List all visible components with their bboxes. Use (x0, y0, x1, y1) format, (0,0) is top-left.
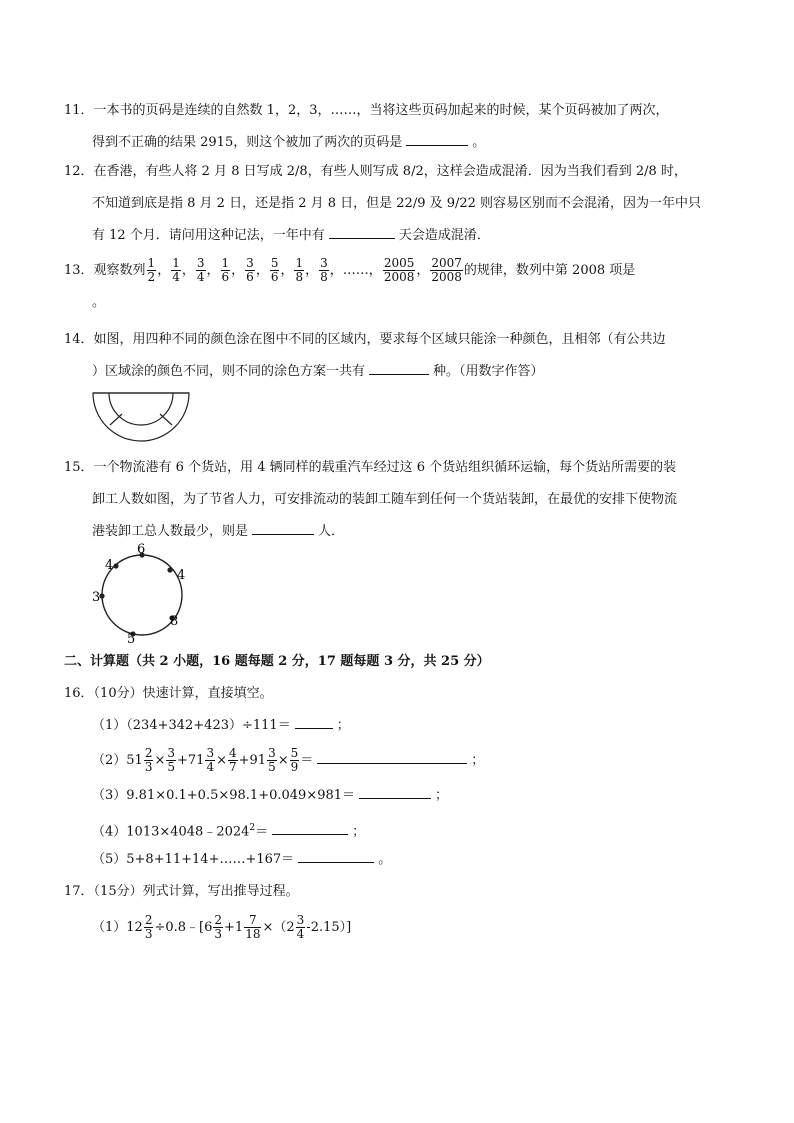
frac-den: 8 (320, 270, 328, 284)
q13-end: 。 (92, 295, 106, 310)
q13-seq-frac (245, 257, 255, 284)
frac-den: 2008 (431, 270, 462, 284)
q11-line-1: 11．一本书的页码是连续的自然数 1，2，3，……，当将这些页码加起来的时候，某个页码被加了两次， (64, 103, 669, 118)
q13-seq-comma: ， (255, 263, 269, 278)
frac-num: 3 (246, 256, 254, 270)
q13-seq-comma: ， (231, 263, 245, 278)
q12-line-3 (64, 220, 724, 252)
frac-den: 9 (290, 760, 299, 774)
q15-text: 港装卸工总人数最少，则是 (92, 524, 249, 539)
question-13 (64, 252, 724, 316)
q11-line-2 (64, 127, 724, 159)
q13-seq-frac (270, 257, 280, 284)
frac-den: 3 (214, 927, 223, 941)
frac-num: 5 (270, 256, 279, 270)
q16-p2-whole: 51 (126, 753, 143, 768)
question-14 (64, 324, 724, 388)
q11-end: 。 (472, 135, 486, 150)
times-sign: × (216, 753, 227, 768)
q16-p3-text: （3）9.81×0.1+0.5×98.1+0.049×981＝ (92, 788, 356, 803)
q13-seq-comma: ， (181, 263, 195, 278)
q16-p4-text: （4）1013×4048﹣2024 (92, 824, 250, 840)
frac-num: 3 (296, 913, 305, 927)
frac-den: 2 (147, 270, 156, 284)
frac-num: 7 (244, 914, 261, 928)
station-label-bottom: 5 (127, 632, 136, 646)
times-sign: × (277, 753, 289, 768)
station-label-left: 3 (92, 590, 101, 605)
q13-seq-frac (221, 257, 231, 284)
q16-part-2 (64, 742, 724, 780)
q14-semicircle-figure (92, 392, 190, 442)
q17-mid4: -2.15）] (306, 920, 352, 935)
q16-p1-end: ； (336, 718, 350, 733)
q12-line-2: 不知道到底是指 8 月 2 日，还是指 2 月 8 日，但是 22/9 及 9/22 则容易区别而不会混淆，因为一年中只 (92, 196, 702, 211)
q13-seq-frac (196, 257, 206, 284)
q16-part-5 (64, 844, 724, 876)
q13-seq-comma: ， (305, 263, 319, 278)
question-15 (64, 452, 724, 548)
q16-part-3 (64, 780, 724, 812)
q14-answer-blank[interactable] (369, 360, 429, 375)
q16-p4-end: ； (352, 824, 366, 840)
frac-num: 1 (221, 256, 230, 270)
frac (296, 914, 306, 941)
q16-p3-blank[interactable] (359, 784, 431, 799)
q15-station-circle (88, 540, 198, 646)
frac-den: 3 (144, 760, 153, 774)
q13-seq-comma: ， (280, 263, 294, 278)
q15-end: 人． (318, 524, 345, 539)
question-16 (64, 678, 724, 876)
q16-p1-text: （1）（234+342+423）÷111＝ (92, 718, 291, 733)
q12-line-1: 12．在香港，有些人将 2 月 8 日写成 2/8，有些人则写成 8/2，这样会造成混淆．因为当我们看到 2/8 时， (64, 164, 687, 179)
q16-p4-exponent: 2 (249, 823, 256, 833)
q11-text: 得到不正确的结果 2915，则这个被加了两次的页码是 (92, 135, 403, 150)
q16-part-1 (64, 710, 724, 742)
frac (205, 747, 215, 774)
q13-comma-a: ， (368, 263, 382, 278)
q13-line-1 (64, 252, 724, 290)
q15-line-2: 卸工人数如图，为了节省人力，可安排流动的装卸工随车到任何一个货站装卸，在最优的安排下使物流 (92, 492, 678, 507)
frac-num: 4 (229, 746, 237, 760)
frac-den: 6 (221, 270, 230, 284)
frac-den: 5 (167, 760, 176, 774)
q12-text: 有 12 个月．请问用这种记法，一年中有 (92, 228, 325, 243)
frac-den: 7 (229, 760, 237, 774)
q13-seq-comma: ， (206, 263, 220, 278)
q17-title: 17．（15分）列式计算，写出推导过程。 (64, 884, 299, 899)
q12-answer-blank[interactable] (329, 224, 395, 239)
frac (267, 747, 277, 774)
frac-den: 6 (246, 270, 254, 284)
frac (166, 747, 176, 774)
frac (144, 914, 154, 941)
q15-line-1: 15．一个物流港有 6 个货站，用 4 辆同样的载重汽车经过这 6 个货站组织循环运输，每个货站所需要的装 (64, 460, 677, 475)
frac-num: 2 (144, 913, 153, 927)
q13-ellipsis: …… (342, 263, 369, 278)
frac (228, 747, 238, 774)
q14-end: 种。（用数字作答） (433, 364, 544, 379)
question-17 (64, 876, 724, 948)
q13-seq-comma: ， (157, 263, 171, 278)
q13-seq-frac (147, 257, 157, 284)
q13-frac-2005 (383, 257, 416, 284)
frac-num: 5 (290, 746, 299, 760)
frac (244, 914, 261, 941)
frac-den: 3 (144, 927, 153, 941)
frac-den: 5 (268, 760, 276, 774)
q12-end: 天会造成混淆． (398, 228, 490, 243)
q16-p5-end: 。 (378, 852, 392, 867)
q17-mid1: ÷0.8﹣[6 (154, 920, 213, 935)
frac-den: 4 (206, 760, 215, 774)
q13-frac-2007 (430, 257, 463, 284)
frac-den: 4 (172, 270, 180, 284)
frac-num: 3 (206, 746, 215, 760)
q11-answer-blank[interactable] (406, 131, 468, 146)
q13-seq-comma: ， (329, 263, 343, 278)
q16-p4-blank[interactable] (272, 820, 348, 835)
frac-num: 1 (295, 256, 304, 270)
q16-p5-text: （5）5+8+11+14+……+167＝ (92, 852, 295, 867)
q16-p4-eq: ＝ (255, 824, 269, 840)
q14-line-2 (64, 356, 724, 388)
q16-p2-label: （2） (92, 753, 127, 768)
station-label-right-bottom: 8 (170, 614, 179, 629)
station-label-left-top: 4 (105, 558, 114, 573)
q16-plus91: +91 (238, 753, 267, 768)
q14-text: ）区域涂的颜色不同，则不同的涂色方案一共有 (92, 364, 366, 379)
eq-sign: ＝ (300, 753, 314, 768)
times-sign: × (154, 753, 166, 768)
q17-part-1 (64, 908, 724, 948)
q13-suffix: 的规律，数列中第 2008 项是 (463, 263, 636, 278)
q16-p3-end: ； (435, 788, 449, 803)
station-label-right-top: 4 (177, 568, 186, 583)
frac-num: 1 (147, 256, 156, 270)
q16-p5-blank[interactable] (298, 848, 374, 863)
frac-num: 3 (196, 256, 205, 270)
question-11 (64, 95, 724, 159)
frac (290, 747, 300, 774)
q15-answer-blank[interactable] (252, 520, 314, 535)
station-label-top: 6 (137, 542, 146, 557)
q13-seq-frac (319, 257, 329, 284)
frac-num: 3 (320, 256, 328, 270)
frac-num: 3 (167, 746, 176, 760)
q13-comma-b: ， (416, 263, 430, 278)
q13-line-2 (64, 290, 724, 316)
question-12 (64, 156, 724, 252)
frac-den: 8 (295, 270, 304, 284)
q17-mid2: +1 (224, 920, 244, 935)
q16-title: 16．（10分）快速计算，直接填空。 (64, 686, 273, 701)
frac (144, 747, 154, 774)
section-2-heading: 二、计算题（共 2 小题，16 题每题 2 分，17 题每题 3 分，共 25 分） (64, 654, 490, 669)
frac-den: 4 (296, 927, 305, 941)
frac-num: 3 (268, 746, 276, 760)
frac-num: 2007 (431, 256, 462, 270)
q17-p1-label: （1）12 (92, 920, 143, 935)
q16-part-4 (64, 812, 724, 844)
q14-line-1: 14．如图，用四种不同的颜色涂在图中不同的区域内，要求每个区域只能涂一种颜色，且相邻（有公共边 (64, 332, 666, 347)
q16-p2-end: ； (471, 753, 485, 768)
q13-prefix: 13．观察数列 (64, 263, 146, 278)
frac-num: 2005 (383, 256, 415, 270)
q16-plus71: +71 (177, 753, 205, 768)
q13-sequence (146, 256, 343, 284)
frac-num: 2 (144, 746, 153, 760)
frac-num: 1 (172, 256, 180, 270)
q13-seq-frac (294, 257, 304, 284)
q16-p1-blank[interactable] (295, 714, 333, 729)
frac-den: 4 (196, 270, 205, 284)
frac-den: 6 (270, 270, 279, 284)
q13-seq-frac (171, 257, 181, 284)
frac (213, 914, 223, 941)
q16-p2-blank[interactable] (317, 749, 467, 764)
frac-den: 2008 (383, 270, 415, 284)
frac-num: 2 (214, 913, 223, 927)
frac-den: 18 (245, 927, 261, 941)
q17-mid3: ×（2 (262, 920, 295, 935)
